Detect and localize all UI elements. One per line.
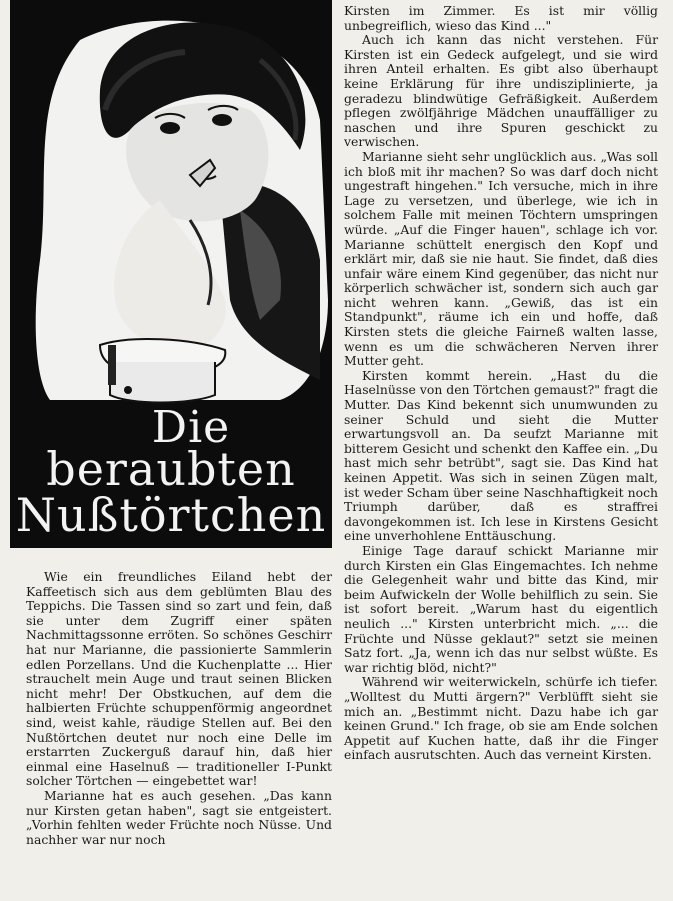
illustration-panel — [10, 0, 332, 548]
paragraph: Einige Tage darauf schickt Marianne mir durch Kirsten ein Glas Eingemachtes. Ich nehme die Gelegenheit wahr und bitte das Kind, mir beim Aufwickeln der Wolle behilflich zu sein. Sie ist sofort bereit. „Warum hast du eigentlich neulich ..." Kirsten unterbricht mich. „... die Früchte und Nüsse geklaut?" setzt sie meinen Satz fort. „Ja, wenn ich das nur selbst wüßte. Es war richtig blöd, nicht?" — [344, 542, 658, 675]
paragraph: Während wir weiterwickeln, schürfe ich tiefer. „Wolltest du Mutti ärgern?" Verblüfft sieht sie mich an. „Bestimmt nicht. Dazu habe ich gar keinen Grund." Ich frage, ob sie am Ende solchen Appetit auf Kuchen hatte, daß ihr die Finger einfach ausrutschten. Auch das verneint Kirsten. — [344, 674, 658, 763]
left-text-column — [26, 570, 332, 847]
title-line-1: Die — [151, 402, 231, 453]
paragraph: Auch ich kann das nicht verstehen. Für Kirsten ist ein Gedeck aufgelegt, und sie wird ihren Anteil erhalten. Es gibt also überhaupt keine Erklärung für ihre undisziplinierte, ja geradezu blindwütige Gefräßigkeit. Außerdem pflegen zwölfjährige Mädchen unauffälliger zu naschen und ihre Spuren geschickt zu verwischen. — [344, 32, 658, 150]
paragraph: Marianne hat es auch gesehen. „Das kann nur Kirsten getan haben", sagt sie entgeistert. „Vorhin fehlten weder Früchte noch Nüsse. Und nachher war nur noch — [26, 787, 332, 847]
paragraph: Wie ein freundliches Eiland hebt der Kaffeetisch sich aus dem geblümten Blau des Teppichs. Die Tassen sind so zart und fein, daß sie unter dem Zugriff einer späten Nachmittagssonne erröten. So schönes Geschirr hat nur Marianne, die passionierte Sammlerin edlen Porzellans. Und die Kuchenplatte ... Hier strauchelt mein Auge und traut seinen Blicken nicht mehr! Der Obstkuchen, auf dem die halbierten Früchte schuppenförmig angeordnet sind, weist kahle, räudige Stellen auf. Bei den Nußtörtchen deutet nur noch eine Delle im erstarrten Zuckerguß darauf hin, daß hier einmal eine Haselnuß — traditioneller I-Punkt solcher Törtchen — eingebettet war! — [26, 569, 332, 789]
paragraph: Kirsten im Zimmer. Es ist mir völlig unbegreiflich, wieso das Kind ..." — [344, 3, 658, 33]
title-line-2: beraubten — [46, 442, 296, 496]
paragraph: Kirsten kommt herein. „Hast du die Haselnüsse von den Törtchen gemaust?" fragt die Mutter. Das Kind bekennt sich unumwunden zu seiner Schuld und sieht die Mutter erwartungsvoll an. Da seufzt Marianne mit bitterem Gesicht und schenkt den Kaffee ein. „Du hast mich sehr betrübt", sagt sie. Das Kind hat keinen Appetit. Was sich in seinen Zügen malt, ist weder Scham über seine Naschhaftigkeit noch Triumph darüber, daß es straffrei davongekommen ist. Ich lese in Kirstens Gesicht eine unverhohlene Enttäuschung. — [344, 367, 658, 544]
right-text-column — [344, 4, 658, 763]
paragraph: Marianne sieht sehr unglücklich aus. „Was soll ich bloß mit ihr machen? So was darf doch nicht ungestraft hingehen." Ich versuche, mich in ihre Lage zu versetzen, und überlege, wie ich in solchem Falle mit meinen Töchtern umspringen würde. „Auf die Finger hauen", schlage ich vor. Marianne schüttelt energisch den Kopf und erklärt mir, daß sie nie haut. Sie findet, daß dies unfair wäre einem Kind gegenüber, das nicht nur körperlich schwächer ist, sondern sich auch gar nicht wehren kann. „Gewiß, das ist ein Standpunkt", räume ich ein und hoffe, daß Kirsten stets die gleiche Fairneß walten lasse, wenn es um die schwächeren Nerven ihrer Mutter geht. — [344, 148, 658, 369]
title-line-3: Nußtörtchen — [15, 488, 327, 542]
